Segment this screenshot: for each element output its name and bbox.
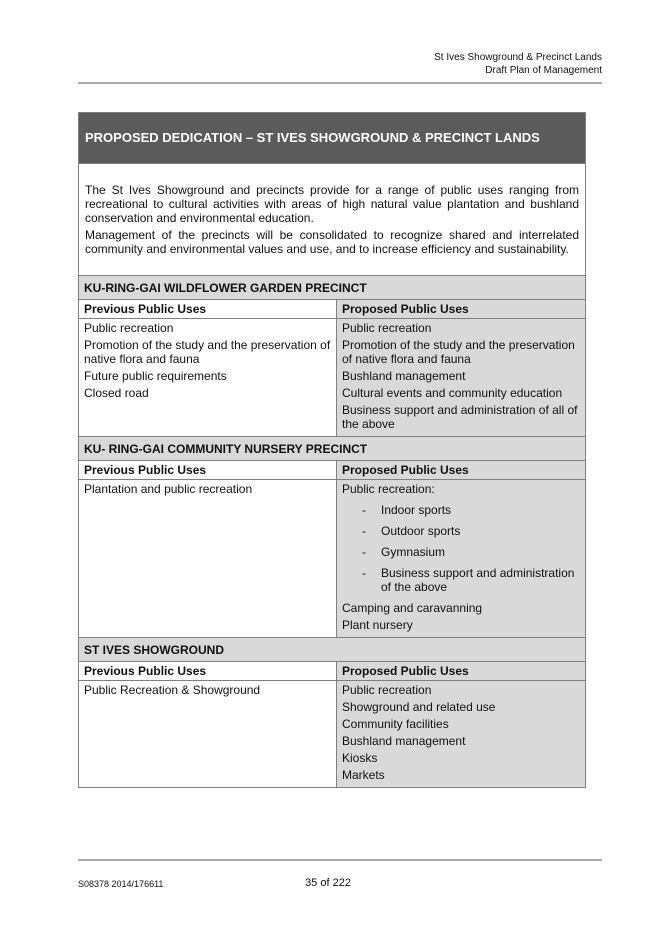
list-item: Camping and caravanning xyxy=(342,601,483,615)
column-header-proposed: Proposed Public Uses xyxy=(337,300,586,319)
sub-list-item-label: Outdoor sports xyxy=(381,524,461,538)
column-header-previous: Previous Public Uses xyxy=(79,662,337,681)
list-item: Community facilities xyxy=(342,717,449,731)
dash-bullet-icon: - xyxy=(362,524,366,538)
sub-list-item xyxy=(342,545,580,559)
list-item: Future public requirements xyxy=(84,369,227,383)
list-item: Public recreation xyxy=(84,321,174,335)
list-item: Plant nursery xyxy=(342,618,413,632)
intro-paragraph: Management of the precincts will be consolidated to recognize shared and interrelated community and environmental values and use, and to increase efficiency and sustainability. xyxy=(85,228,579,256)
dash-bullet-icon: - xyxy=(362,566,366,580)
list-item: Markets xyxy=(342,768,385,782)
list-item: Bushland management xyxy=(342,734,466,748)
column-header-previous: Previous Public Uses xyxy=(79,300,337,319)
footer-rule xyxy=(78,859,602,861)
list-item: Plantation and public recreation xyxy=(84,482,253,496)
previous-uses-cell xyxy=(79,319,337,437)
list-item: Public Recreation & Showground xyxy=(84,683,261,697)
proposed-uses-cell xyxy=(337,480,586,638)
list-item: Promotion of the study and the preservation of native flora and fauna xyxy=(84,338,331,366)
section-title: ST IVES SHOWGROUND xyxy=(79,638,586,662)
sub-list-item-label: Indoor sports xyxy=(381,503,452,517)
section-title: KU- RING-GAI COMMUNITY NURSERY PRECINCT xyxy=(79,437,586,461)
sub-list-item xyxy=(342,503,580,517)
table-title: PROPOSED DEDICATION – ST IVES SHOWGROUND & PRECINCT LANDS xyxy=(79,113,586,164)
list-item: Public recreation: xyxy=(342,482,435,496)
header-line-2: Draft Plan of Management xyxy=(485,65,602,76)
header-line-1: St Ives Showground & Precinct Lands xyxy=(434,52,602,63)
sub-list-item-label: Gymnasium xyxy=(381,545,446,559)
dedication-table xyxy=(78,112,586,788)
proposed-uses-cell xyxy=(337,319,586,437)
sub-list-item xyxy=(342,524,580,538)
intro-paragraph: The St Ives Showground and precincts provide for a range of public uses ranging from recreational to cultural activities with areas of high natural value plantation and bushland conservation and environmental education. xyxy=(85,183,579,225)
document-reference: S08378 2014/176611 xyxy=(78,879,164,889)
running-header xyxy=(434,51,602,77)
list-item: Closed road xyxy=(84,386,149,400)
list-item: Cultural events and community education xyxy=(342,386,563,400)
list-item: Showground and related use xyxy=(342,700,496,714)
list-item: Business support and administration of all of the above xyxy=(342,403,578,431)
list-item: Kiosks xyxy=(342,751,378,765)
list-item: Public recreation xyxy=(342,683,432,697)
sub-list-item xyxy=(342,566,580,594)
list-item: Promotion of the study and the preservation of native flora and fauna xyxy=(342,338,575,366)
list-item: Bushland management xyxy=(342,369,466,383)
section-title: KU-RING-GAI WILDFLOWER GARDEN PRECINCT xyxy=(79,276,586,300)
page-number: 35 of 222 xyxy=(305,877,351,889)
previous-uses-cell xyxy=(79,480,337,638)
dash-bullet-icon: - xyxy=(362,503,366,517)
column-header-proposed: Proposed Public Uses xyxy=(337,461,586,480)
column-header-proposed: Proposed Public Uses xyxy=(337,662,586,681)
list-item: Public recreation xyxy=(342,321,432,335)
header-rule xyxy=(78,82,602,84)
dash-bullet-icon: - xyxy=(362,545,366,559)
previous-uses-cell xyxy=(79,681,337,788)
proposed-uses-cell xyxy=(337,681,586,788)
column-header-previous: Previous Public Uses xyxy=(79,461,337,480)
intro-text xyxy=(79,164,586,276)
sub-list-item-label: Business support and administration of the above xyxy=(381,566,575,594)
